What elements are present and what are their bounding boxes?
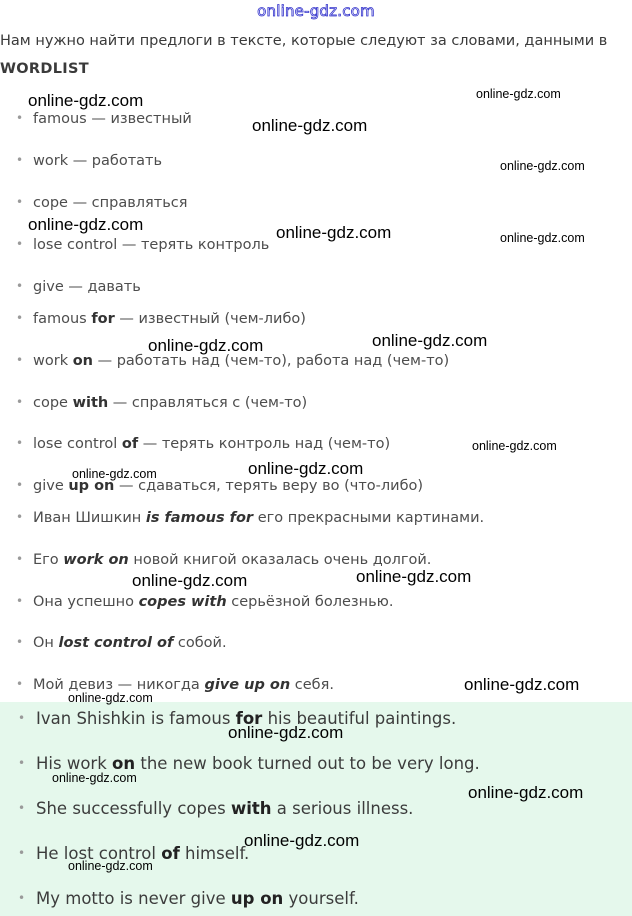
watermark: online-gdz.com	[252, 116, 368, 135]
list-item: • famous for — известный (чем-либо)	[16, 311, 306, 327]
list-item: • give up on — сдаваться, терять веру во (что-либо)	[16, 478, 424, 494]
watermark: online-gdz.com	[148, 336, 264, 355]
bullet-icon: •	[16, 111, 24, 125]
watermark: online-gdz.com	[132, 571, 248, 590]
watermark: online-gdz.com	[276, 223, 392, 242]
watermark: online-gdz.com	[500, 231, 585, 245]
watermark: online-gdz.com	[372, 331, 488, 350]
list-item: • Она успешно copes with серьёзной болезнью.	[16, 594, 394, 610]
bullet-icon: •	[16, 237, 24, 251]
watermark: online-gdz.com	[72, 467, 157, 481]
list-item: • She successfully copes with a serious illness.	[18, 799, 414, 818]
bullet-icon: •	[16, 552, 24, 566]
watermark: online-gdz.com	[68, 691, 153, 705]
bullet-icon: •	[16, 635, 24, 649]
bullet-icon: •	[16, 478, 24, 492]
list-item: • His work on the new book turned out to be very long.	[18, 754, 480, 773]
bullet-icon: •	[18, 801, 26, 815]
watermark: online-gdz.com	[28, 215, 144, 234]
intro-text: Нам нужно найти предлоги в тексте, которые следуют за словами, данными в	[0, 33, 608, 49]
watermark: online-gdz.com	[248, 459, 364, 478]
bullet-icon: •	[16, 510, 24, 524]
bullet-icon: •	[16, 153, 24, 167]
list-item: • Его work on новой книгой оказалась очень долгой.	[16, 552, 432, 568]
watermark: online-gdz.com	[468, 783, 584, 802]
list-item: • lose control of — терять контроль над (чем-то)	[16, 436, 391, 452]
bullet-icon: •	[18, 891, 26, 905]
list-item: • Он lost control of собой.	[16, 635, 227, 651]
watermark: online-gdz.com	[356, 567, 472, 586]
bullet-icon: •	[18, 756, 26, 770]
bullet-icon: •	[16, 195, 24, 209]
wordlist-title: WORDLIST	[0, 61, 89, 77]
watermark: online-gdz.com	[472, 439, 557, 453]
watermark: online-gdz.com	[464, 675, 580, 694]
bullet-icon: •	[16, 594, 24, 608]
watermark: online-gdz.com	[500, 159, 585, 173]
bullet-icon: •	[18, 846, 26, 860]
bullet-icon: •	[16, 395, 24, 409]
bullet-icon: •	[16, 677, 24, 691]
list-item: • lose control — терять контроль	[16, 237, 270, 253]
list-item: • Мой девиз — никогда give up on себя.	[16, 677, 334, 693]
list-item: • cope with — справляться с (чем-то)	[16, 395, 308, 411]
list-item: • He lost control of himself.	[18, 844, 250, 863]
watermark: online-gdz.com	[228, 723, 344, 742]
list-item: • Иван Шишкин is famous for его прекрасными картинами.	[16, 510, 485, 526]
list-item: • cope — справляться	[16, 195, 188, 211]
watermark: online-gdz.com	[68, 859, 153, 873]
bullet-icon: •	[18, 711, 26, 725]
watermark: online-gdz.com	[244, 831, 360, 850]
bullet-icon: •	[16, 353, 24, 367]
list-item: • My motto is never give up on yourself.	[18, 889, 359, 908]
bullet-icon: •	[16, 311, 24, 325]
site-watermark-header: online-gdz.com	[257, 2, 375, 20]
watermark: online-gdz.com	[52, 771, 137, 785]
list-item: • work on — работать над (чем-то), работа над (чем-то)	[16, 353, 450, 369]
watermark: online-gdz.com	[28, 91, 144, 110]
watermark: online-gdz.com	[476, 87, 561, 101]
bullet-icon: •	[16, 436, 24, 450]
list-item: • Ivan Shishkin is famous for his beautiful paintings.	[18, 709, 457, 728]
bullet-icon: •	[16, 279, 24, 293]
list-item: • give — давать	[16, 279, 141, 295]
list-item: • work — работать	[16, 153, 163, 169]
list-item: • famous — известный	[16, 111, 192, 127]
